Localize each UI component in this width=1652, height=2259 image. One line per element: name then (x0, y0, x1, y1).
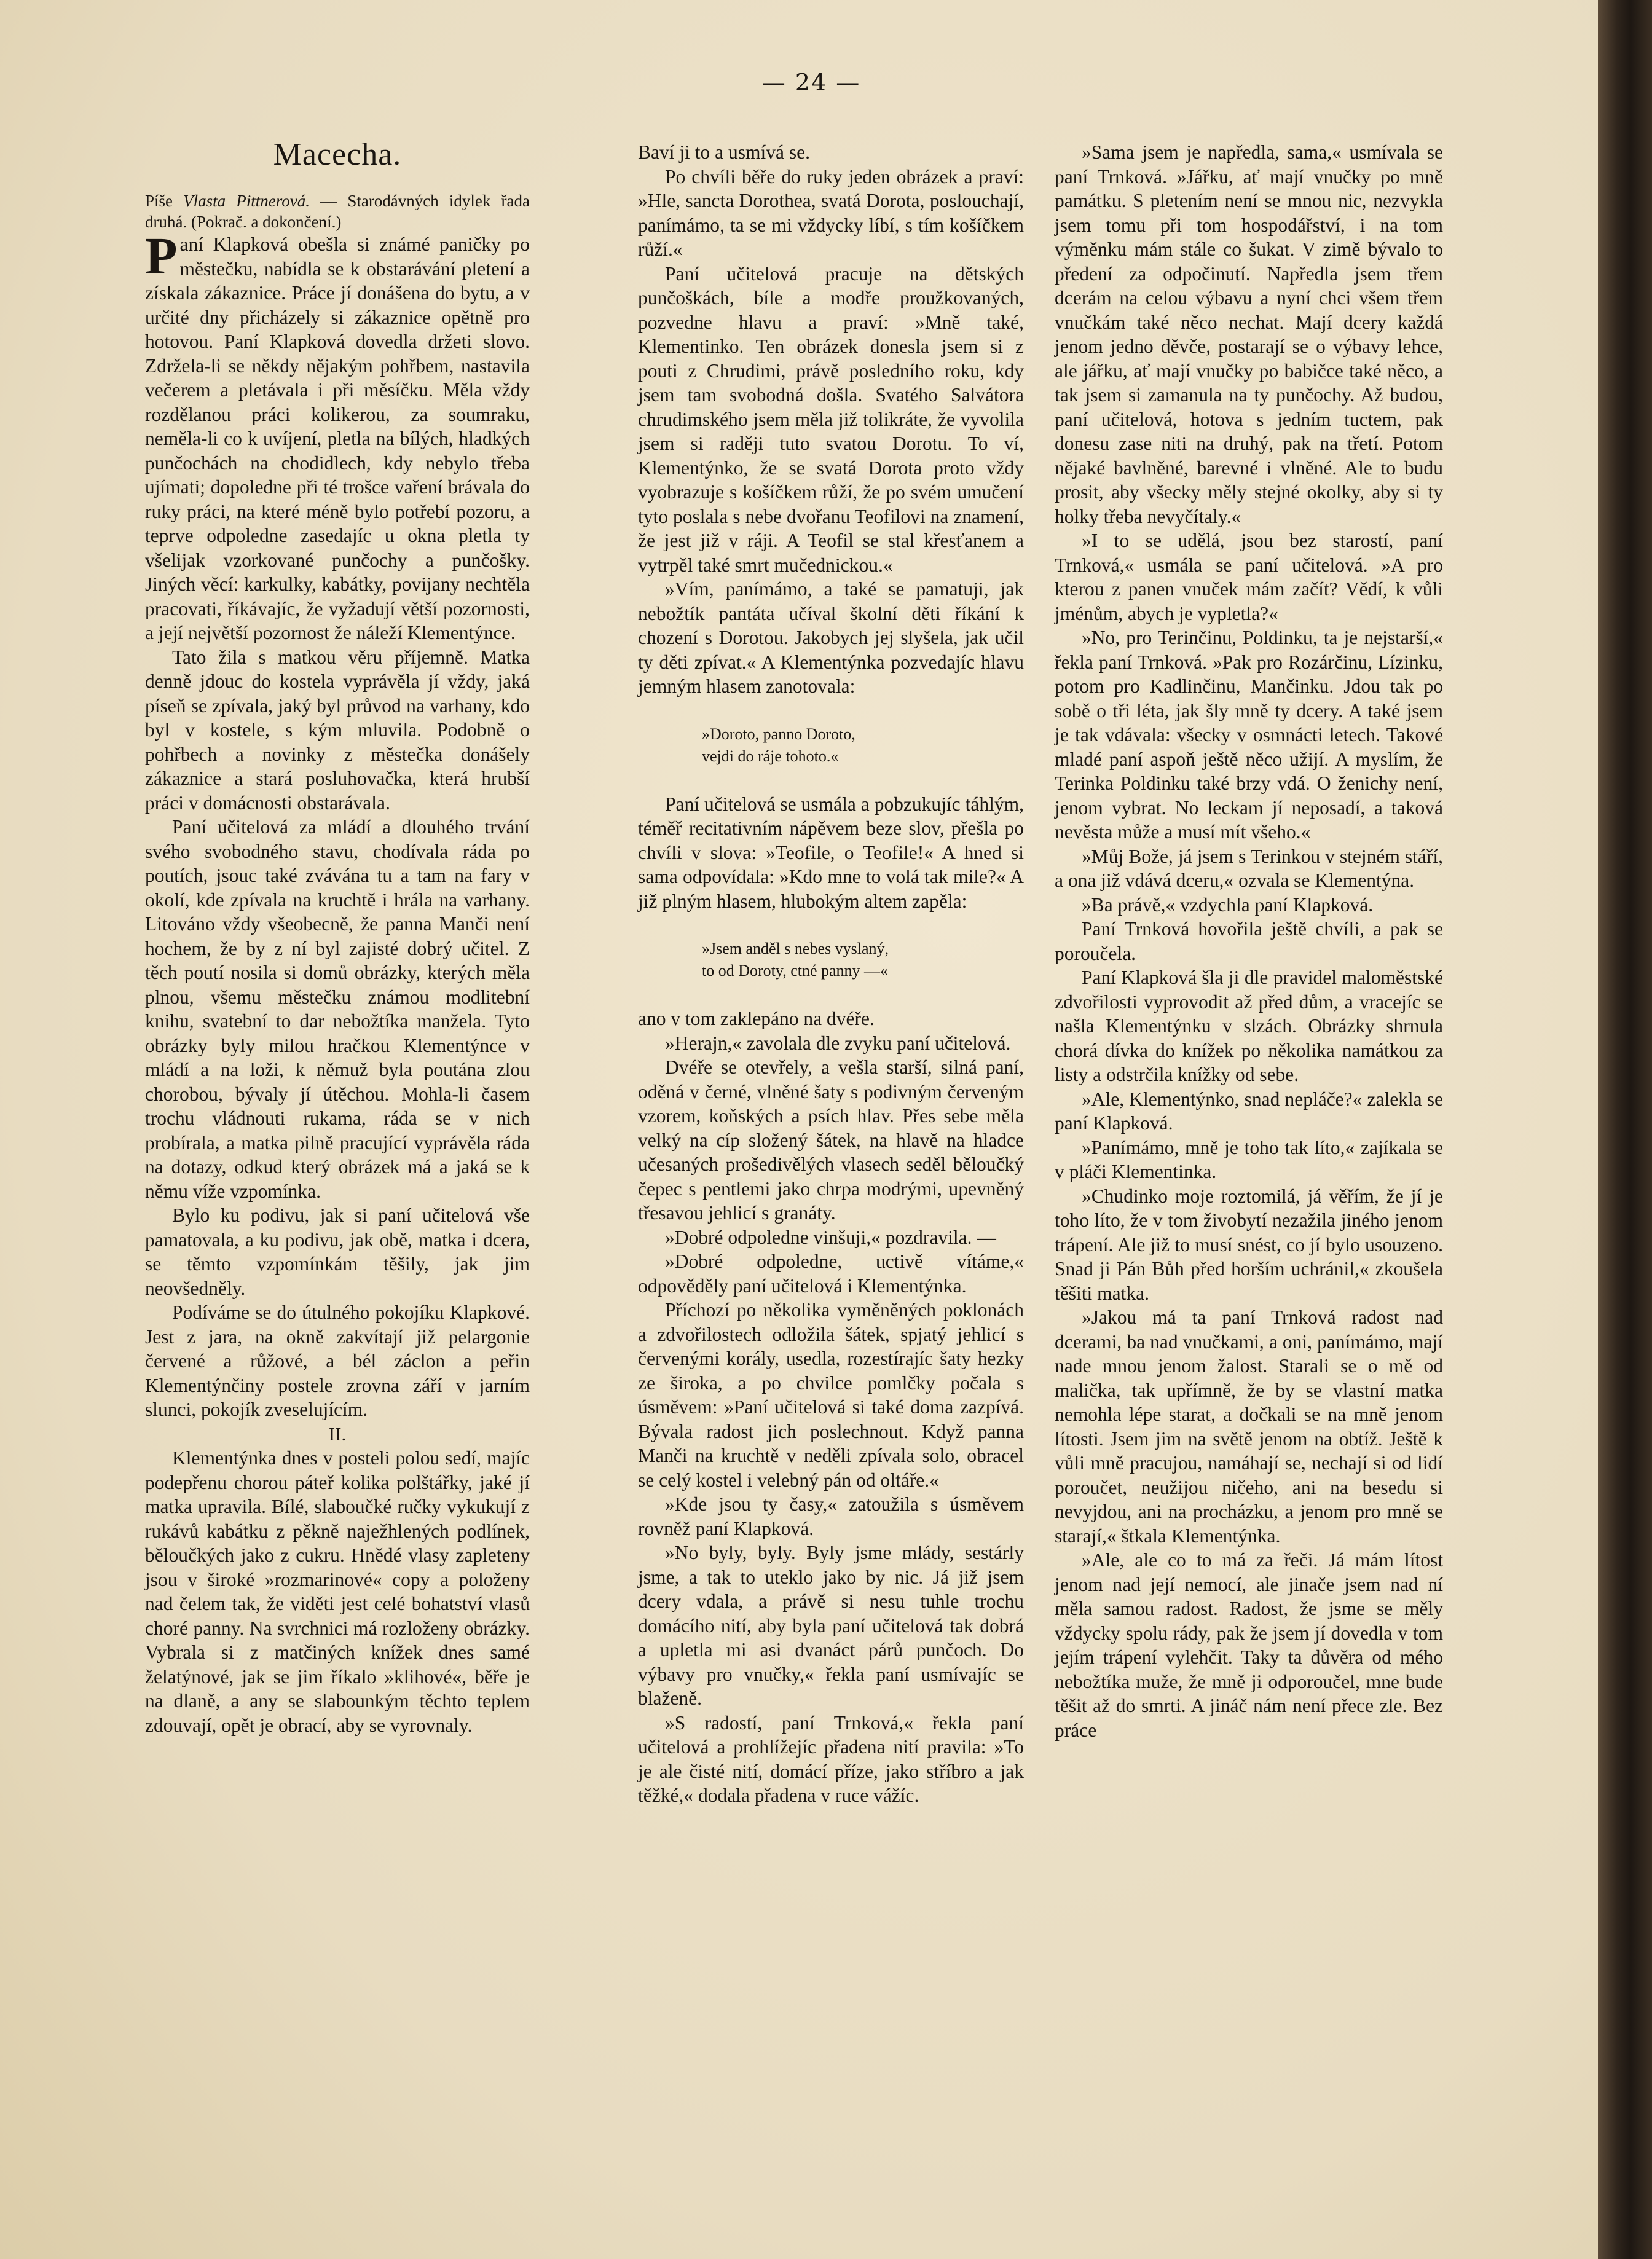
paragraph: »I to se udělá, jsou bez starostí, paní Trnková,« usmála se paní učitelová. »A pro kterou z panen vnuček mám začít? Vědí, k vůli jménům, abych je vypletla?« (1055, 530, 1443, 624)
paragraph: »Dobré odpoledne vinšuji,« pozdravila. — (665, 1226, 996, 1248)
byline-prefix: Píše (145, 192, 173, 210)
paragraph: »Ba právě,« vzdychla paní Klapková. (1082, 894, 1374, 916)
paragraph: »Můj Bože, já jsem s Terinkou v stejném stáří, a ona již vdává dceru,« ozvala se Klementýna. (1055, 845, 1443, 891)
paragraph: Dvéře se otevřely, a vešla starší, silná paní, oděná v černé, vlněné šaty s podivným červeným vzorem, koňských a psích hlav. Přes sebe měla velký na cíp složený šátek, na hlavě na hladce učesaných prošedivělých vlasech seděl běloučký čepec s pentlemi jako chrpa modrými, upevněný třesavou jehlicí s granáty. (638, 1056, 1024, 1224)
paragraph: »Ale, ale co to má za řeči. Já mám lítost jenom nad její nemocí, ale jinače jsem nad ní měla samou radost. Radost, že jsme se měly vždycky spolu rády, pak že jsem jí dovedla v tom jejím trápení vylehčit. Taky ta důvěra od mého nebožtíka muže, že mně ji odporoučel, mne bude těšit až do smrti. A jináč nám není přece zle. Bez práce (1055, 1549, 1443, 1741)
column-1 (145, 136, 530, 1737)
paragraph: Paní Klapková šla ji dle pravidel maloměstské zdvořilosti vyprovodit až před dům, a vracejíc se našla Klementýnku v slzách. Obrázky shrnula chorá dívka do knížek po několika namátkou za listy a odstrčila knížky od sebe. (1055, 967, 1443, 1085)
verse-line: »Doroto, panno Doroto, (702, 725, 856, 743)
paragraph: Po chvíli běře do ruky jeden obrázek a praví: »Hle, sancta Dorothea, svatá Dorota, poslouchají, panímámo, ta se mi vždycky líbí, s tím košíčkem růží.« (638, 165, 1024, 260)
paragraph: »Ale, Klementýnko, snad nepláče?« zalekla se paní Klapková. (1055, 1088, 1443, 1134)
paragraph: »No, pro Terinčinu, Poldinku, ta je nejstarší,« řekla paní Trnková. »Pak pro Rozárčinu, Lízinku, potom pro Kadlinčinu, Mančinku. Jdou tak po sobě o tři léta, jak šly mně ty dcery. A také jsem je tak vdávala: všecky v osmnácti letech. Takové mladé paní aspoň ještě něco užijí. A myslím, že Terinka Poldinku také brzy vdá. O ženichy není, jenom vybrat. No leckam jí neposadí, a taková nevěsta může a musí mít všeho.« (1055, 627, 1443, 843)
paragraph-text: aní Klapková obešla si známé paničky po městečku, nabídla se k obstarávání pletení a získala zákaznice. Práce jí donášena do bytu, a v určité dny přicházely si zákaznice opětně pro hotovou. Paní Klapková dovedla držeti slovo. Zdržela-li se někdy nějakým pohřbem, nastavila večerem a pletávala i při měsíčku. Měla vždy rozdělanou práci kolikerou, za soumraku, neměla-li co k uvíjení, pletla na bílých, hladkých punčochách na chodidlech, kdy nebylo třeba ujímati; dopoledne při té trošce vaření brávala do ruky práci, na které méně bylo potřebí pozoru, a teprve odpoledne zasedajíc u okna pletla ty všelijak vzorkované punčochy a punčošky. Jiných věcí: karkulky, kabátky, povijany nechtěla pracovati, říkávajíc, že vyžadují větší pozornosti, a její největší pozornost že náleží Klementýnce. (145, 234, 530, 643)
paragraph: Bylo ku podivu, jak si paní učitelová vše pamatovala, a ku podivu, jak obě, matka i dcera, se těmto vzpomínkám těšily, jak jim neovšedněly. (145, 1204, 530, 1299)
paragraph: Příchozí po několika vyměněných poklonách a zdvořilostech odložila šátek, spjatý jehlicí s červenými korály, usedla, rozestírajíc šaty hezky ze široka, a po chvilce pomlčky počala s úsměvem: »Paní učitelová si také doma zazpívá. Bývala radost jich poslechnout. Když panna Manči na kruchtě v neděli zpívala solo, obracel se celý kostel i velebný pán od oltáře.« (638, 1299, 1024, 1491)
paragraph: »S radostí, paní Trnková,« řekla paní učitelová a prohlížejíc přadena nití pravila: »To je ale čisté nití, domácí příze, jako stříbro a jak těžké,« dodala přadena v ruce vážíc. (638, 1711, 1024, 1806)
verse-line: to od Doroty, ctné panny —« (702, 962, 889, 980)
paragraph: Podíváme se do útulného pokojíku Klapkové. Jest z jara, na okně zakvítají již pelargonie červené a růžové, a bél záclon a peřin Klementýnčiny postele zrovna září v jarním slunci, pokojík zveselujícím. (145, 1302, 530, 1420)
column-2 (638, 140, 1024, 1808)
verse (702, 938, 1024, 982)
paragraph: »Chudinko moje roztomilá, já věřím, že jí je toho líto, že v tom živobytí nezažila jiného jenom trápení. Ale již to musí snést, co jí bylo usouzeno. Snad ji Pán Bůh před horším uchránil,« zkoušela těšiti matka. (1055, 1185, 1443, 1304)
paragraph: »Jakou má ta paní Trnková radost nad dcerami, ba nad vnučkami, a oni, panímámo, mají nade mnou jenom žalost. Starali se o mě od malička, tak upřímně, že by se vlastní matka nemohla lépe starat, a dočkali se na mně jenom lítosti. Jsem jim na světě jenom na obtíž. Ještě k vůli mně pracujou, namáhají se, nechají si od lidí poroučet, neužijou ničeho, ani na besedu si nevyjdou, ani na procházku, a jenom pro mně se starají,« štkala Klementýnka. (1055, 1306, 1443, 1547)
paragraph: »No byly, byly. Byly jsme mlády, sestárly jsme, a tak to uteklo jako by nic. Já již jsem dcery vdala, a právě si nesu tuhle trochu domácího nití, aby byla paní učitelová tak dobrá a upletla mi asi dvanáct párů punčoch. Do výbavy pro vnučky,« řekla paní usmívajíc se blaženě. (638, 1542, 1024, 1709)
paragraph: »Sama jsem je napředla, sama,« usmívala se paní Trnková. »Jářku, ať mají vnučky po mně památku. S pletením není se mnou nic, nezvykla jsem tomu při tom hospodářství, i na tom výměnku mám stále co šukat. V zimě bývalo to předení za odpočinutí. Napředla jsem třem dcerám na celou výbavu a nyní chci všem třem vnučkám také něco nechat. Mají dcery každá jenom jedno děvče, postarají se o výbavy lehce, ale jářku, ať mají vnučky po babičce také něco, a tak jsem si zamanula na ty punčochy. Až budou, paní učitelová, hotova s jedním tuctem, pak donesu zase niti na druhý, pak na třetí. Potom nějaké bavlněné, barevné i vlněné. Ale to budu prosit, aby všecky měly stejné okolky, aby si ty holky třeba nevyčítaly.« (1055, 141, 1443, 527)
byline-rest: — Starodávných idylek řada druhá. (Pokrač. a dokončení.) (145, 192, 530, 231)
paragraph: Paní učitelová za mládí a dlouhého trvání svého svobodného stavu, chodívala ráda po poutích, jsouc také zvávána tu a tam na fary v okolí, kde zpívala na kruchtě i hrála na varhany. Litováno vždy všeobecně, že panna Manči není hochem, že by z ní byl zajisté dobrý učitel. Z těch poutí nosila si domů obrázky, kterých měla plnou, všemu městečku známou modlitební knihu, svatební to dar nebožtíka manžela. Tyto obrázky byly milou hračkou Klementýnce v mládí a na loži, k němuž byla poutána zlou chorobou, bývaly jí útěchou. Mohla-li časem trochu vládnouti rukama, ráda se v nich probírala, a matka pilně pracující vyprávěla ráda na dotazy, odkud který obrázek má a jaká se k němu víže vzpomínka. (145, 816, 530, 1202)
paragraph: Tato žila s matkou věru příjemně. Matka denně jdouc do kostela vyprávěla jí vždy, jaká píseň se zpívala, jaký byl průvod na varhany, kdo byl v kostele, s kým mluvila. Podobně o pohřbech a novinky z městečka donášely zákaznice a stará posluhovačka, která hrubší práci v domácnosti obstarávala. (145, 646, 530, 814)
byline-author: Vlasta Pittnerová. (183, 192, 310, 210)
article-title: Macecha. (273, 137, 402, 172)
book-spine (1598, 0, 1652, 2259)
verse-line: vejdi do ráje tohoto.« (702, 747, 839, 765)
verse (702, 723, 1024, 768)
paragraph: Klementýnka dnes v posteli polou sedí, majíc podepřenu chorou páteř kolika polštářky, jaké jí matka upravila. Bílé, slaboučké ručky vykukují z rukávů kabátku z pěkně naježhlených podlínek, běloučkých jako z cukru. Hnědé vlasy zapleteny jsou v široké »rozmarinové« copy a položeny nad čelem tak, že viděti jest celé bohatství vlasů choré panny. Na svrchnici má rozloženy obrázky. Vybrala si z matčiných knížek dnes samé želatýnové, jak se jim říkalo »klihové«, běře je na dlaně, a any se slabounkým těchto teplem zdouvají, opět je obrací, aby se vyrovnaly. (145, 1447, 530, 1736)
section-heading: II. (328, 1423, 347, 1445)
drop-cap: P (145, 226, 178, 285)
column-3 (1055, 140, 1443, 1742)
paragraph: »Vím, panímámo, a také se pamatuji, jak nebožtík pantáta učíval školní děti říkání k chození s Dorotou. Jakobych jej slyšela, jak učil ty děti zpívat.« A Klementýnka pozvedajíc hlavu jemným hlasem zanotovala: (638, 578, 1024, 697)
paragraph: »Herajn,« zavolala dle zvyku paní učitelová. (665, 1032, 1011, 1054)
paragraph: »Panímámo, mně je toho tak líto,« zajíkala se v pláči Klementinka. (1055, 1136, 1443, 1182)
paragraph (145, 226, 530, 645)
verse-line: »Jsem anděl s nebes vyslaný, (702, 940, 889, 957)
paragraph: Baví ji to a usmívá se. (638, 141, 810, 163)
paragraph: ano v tom zaklepáno na dvéře. (638, 1008, 875, 1029)
paragraph: Paní Trnková hovořila ještě chvíli, a pak se poroučela. (1055, 918, 1443, 964)
paragraph: Paní učitelová pracuje na dětských punčoškách, bíle a modře proužkovaných, pozvedne hlavu a praví: »Mně také, Klementinko. Ten obrázek donesla jsem si z pouti z Chrudimi, právě posledního roku, kdy jsem tam svobodná došla. Svatého Salvátora chrudimského jsem měla již tolikráte, že vyvolila jsem si raději tuto svatou Dorotu. To ví, Klementýnko, že se svatá Dorota proto vždy vyobrazuje s košíčkem růží, že po svém umučení tyto poslala s nebe dvořanu Teofilovi na znamení, že jest již v ráji. A Teofil se stal křesťanem a vytrpěl také smrt mučednickou.« (638, 262, 1024, 576)
paragraph: »Kde jsou ty časy,« zatoužila s úsměvem rovněž paní Klapková. (638, 1493, 1024, 1539)
page-number: — 24 — (761, 69, 861, 96)
byline (145, 191, 530, 232)
paragraph: Paní učitelová se usmála a pobzukujíc táhlým, téměř recitativním nápěvem beze slov, přešla po chvíli v slova: »Teofile, o Teofile!« A hned si sama odpovídala: »Kdo mne to volá tak mile?« A již plným hlasem, hlubokým altem zapěla: (638, 793, 1024, 912)
paragraph: »Dobré odpoledne, uctivě vítáme,« odpověděly paní učitelová i Klementýnka. (638, 1251, 1024, 1297)
